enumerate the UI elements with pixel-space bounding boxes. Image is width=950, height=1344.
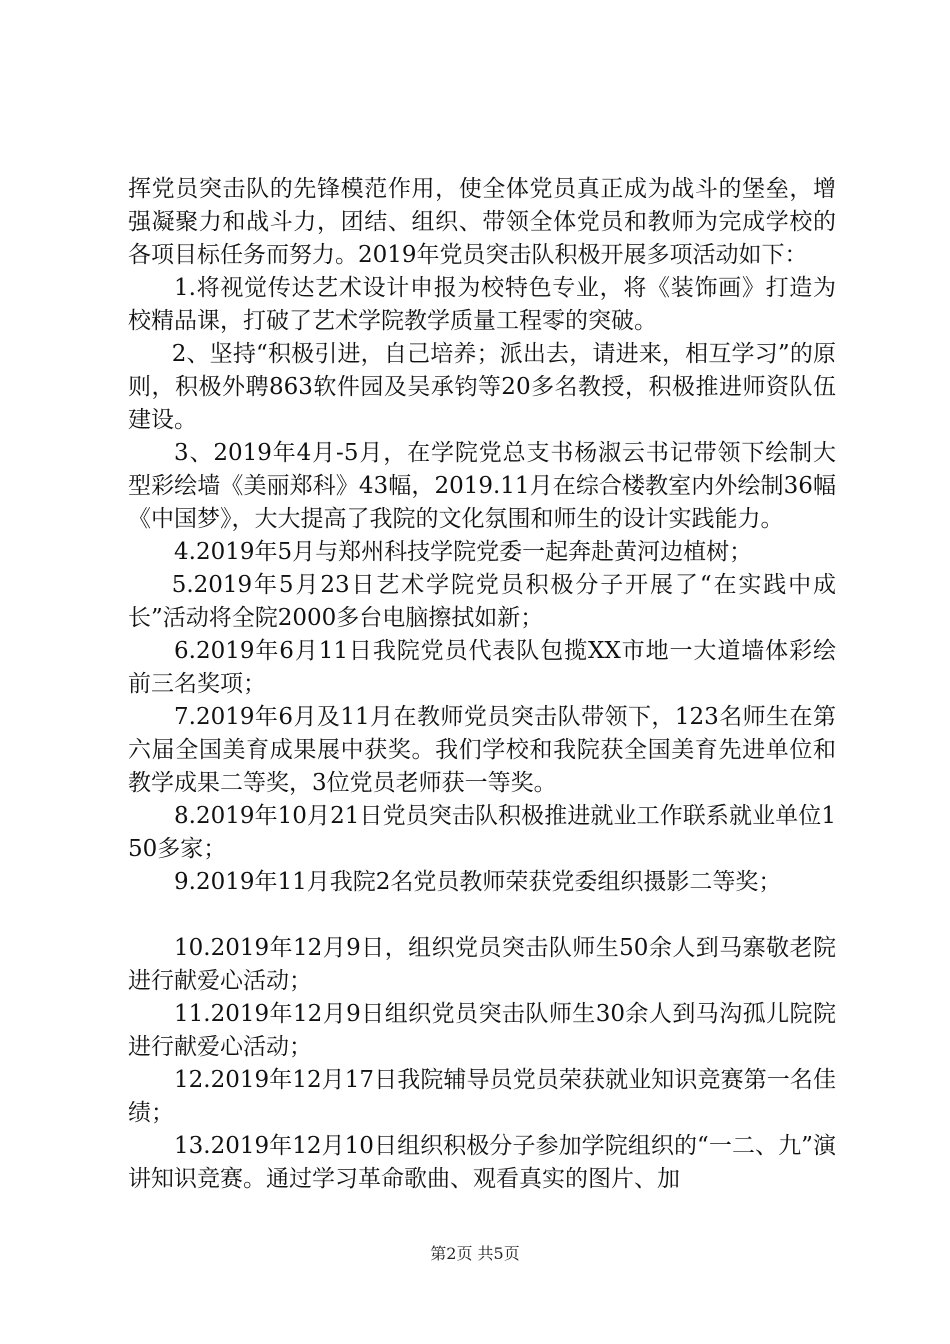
paragraph-item-8: 8.2019年10月21日党员突击队积极推进就业工作联系就业单位150多家； xyxy=(128,803,836,862)
document-body xyxy=(128,173,836,1196)
paragraph-item-11: 11.2019年12月9日组织党员突击队师生30余人到马沟孤儿院院进行献爱心活动； xyxy=(128,1001,836,1060)
paragraph-item-12: 12.2019年12月17日我院辅导员党员荣获就业知识竞赛第一名佳绩； xyxy=(128,1067,836,1126)
paragraph-item-4: 4.2019年5月与郑州科技学院党委一起奔赴黄河边植树； xyxy=(174,539,753,565)
paragraph-item-7: 7.2019年6月及11月在教师党员突击队带领下，123名师生在第六届全国美育成果展中获奖。我们学校和我院获全国美育先进单位和教学成果二等奖，3位党员老师获一等奖。 xyxy=(128,704,836,796)
paragraph-item-13: 13.2019年12月10日组织积极分子参加学院组织的“一二、九”演讲知识竞赛。通过学习革命歌曲、观看真实的图片、加 xyxy=(128,1133,836,1192)
paragraph-intro: 挥党员突击队的先锋模范作用，使全体党员真正成为战斗的堡垒，增强凝聚力和战斗力，团结、组织、带领全体党员和教师为完成学校的各项目标任务而努力。2019年党员突击队积极开展多项活动如下： xyxy=(128,176,836,268)
paragraph-item-2: 2、坚持“积极引进，自己培养；派出去，请进来，相互学习”的原则，积极外聘863软件园及吴承钧等20多名教授，积极推进师资队伍建设。 xyxy=(128,341,836,433)
blank-line xyxy=(128,899,836,932)
paragraph-item-5: 5.2019年5月23日艺术学院党员积极分子开展了“在实践中成长”活动将全院2000多台电脑擦拭如新； xyxy=(128,572,836,631)
paragraph-item-9: 9.2019年11月我院2名党员教师荣获党委组织摄影二等奖； xyxy=(174,869,782,895)
paragraph-item-6: 6.2019年6月11日我院党员代表队包揽XX市地一大道墙体彩绘前三名奖项； xyxy=(128,638,836,697)
page-footer: 第2页 共5页 xyxy=(430,1244,520,1263)
paragraph-item-10: 10.2019年12月9日，组织党员突击队师生50余人到马寨敬老院进行献爱心活动； xyxy=(128,935,836,994)
paragraph-item-1: 1.将视觉传达艺术设计申报为校特色专业，将《装饰画》打造为校精品课，打破了艺术学院教学质量工程零的突破。 xyxy=(128,275,836,334)
paragraph-item-3: 3、2019年4月-5月，在学院党总支书杨淑云书记带领下绘制大型彩绘墙《美丽郑科》43幅，2019.11月在综合楼教室内外绘制36幅《中国梦》，大大提高了我院的文化氛围和师生的设计实践能力。 xyxy=(128,440,836,532)
